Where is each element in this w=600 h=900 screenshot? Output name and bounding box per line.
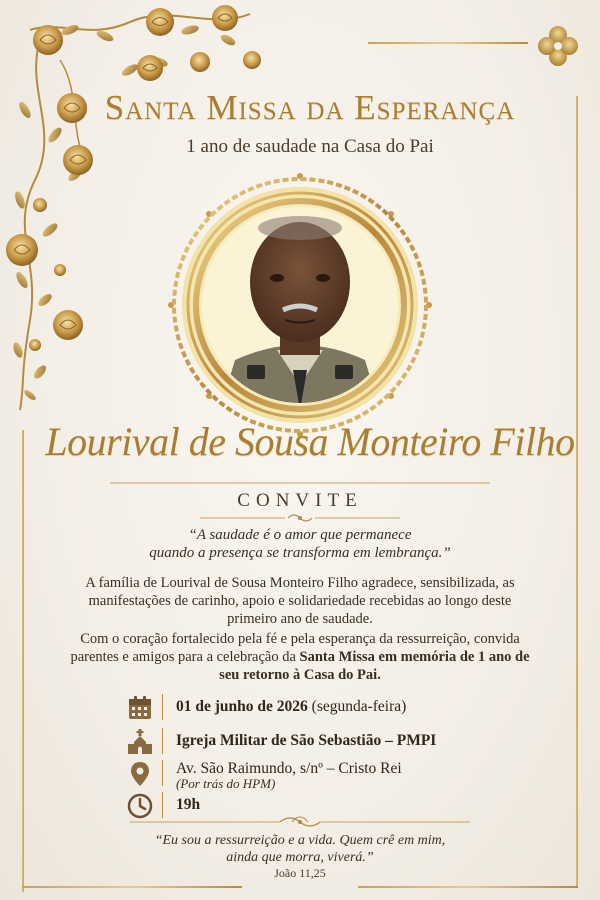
invite-paragraph-text: Com o coração fortalecido pela fé e pela esperança da ressurreição, convida parentes e amigos para a celebração da: [70, 631, 520, 665]
page-subtitle: 1 ano de saudade na Casa do Pai: [186, 136, 434, 157]
separator: [162, 728, 163, 754]
flourish-divider-icon: [200, 512, 400, 524]
divider-ornament-icon: [110, 478, 490, 488]
top-right-line: [368, 42, 528, 44]
church-icon: [126, 728, 154, 756]
location-pin-icon: [126, 760, 154, 788]
bottom-border-line-right: [358, 886, 578, 888]
event-address: Av. São Raimundo, s/nº – Cristo Rei: [176, 760, 402, 777]
separator: [162, 694, 163, 720]
event-date-bold: 01 de junho de 2026: [176, 698, 308, 715]
quote-line-2: quando a presença se transforma em lembrança.”: [149, 545, 451, 561]
verse-reference: João 11,25: [274, 866, 326, 880]
page-title: Santa Missa da Esperança: [104, 88, 516, 127]
bottom-border-line: [22, 886, 242, 888]
event-weekday: (segunda-feira): [307, 698, 407, 715]
invite-paragraph: [70, 630, 530, 684]
separator: [162, 760, 163, 786]
invitation-heading: CONVITE: [237, 490, 363, 511]
verse-line-1: “Eu sou a ressurreição e a vida. Quem crê em mim,: [154, 833, 446, 848]
church-name-bold: Igreja Militar de São Sebastião – PMPI: [176, 732, 437, 749]
right-border-line: [576, 96, 578, 886]
church-name: [176, 732, 436, 750]
event-address-note: (Por trás do HPM): [176, 776, 276, 791]
honoree-name: Lourival de Sousa Monteiro Filho: [45, 419, 575, 464]
quatrefoil-ornament-icon: [536, 24, 580, 68]
event-date: [176, 698, 406, 716]
calendar-icon: [126, 694, 154, 722]
thanks-paragraph: A família de Lourival de Sousa Monteiro Filho agradece, sensibilizada, as manifestações de carinho, apoio e solidariedade recebidas ao longo deste primeiro ano de saudade.: [85, 575, 515, 627]
verse-line-2: ainda que morra, viverá.”: [226, 850, 374, 865]
quote-line-1: “A saudade é o amor que permanece: [188, 527, 412, 543]
bottom-divider-ornament-icon: [130, 812, 470, 830]
left-border-line: [22, 430, 24, 892]
bible-verse: [80, 832, 520, 866]
invite-paragraph-bold: Santa Missa em memória de 1 ano de seu retorno à Casa do Pai.: [219, 649, 530, 683]
event-time-bold: 19h: [176, 796, 201, 813]
portrait-frame: [165, 170, 435, 440]
saudade-quote: [80, 526, 520, 562]
portrait-medallion: [165, 170, 435, 440]
